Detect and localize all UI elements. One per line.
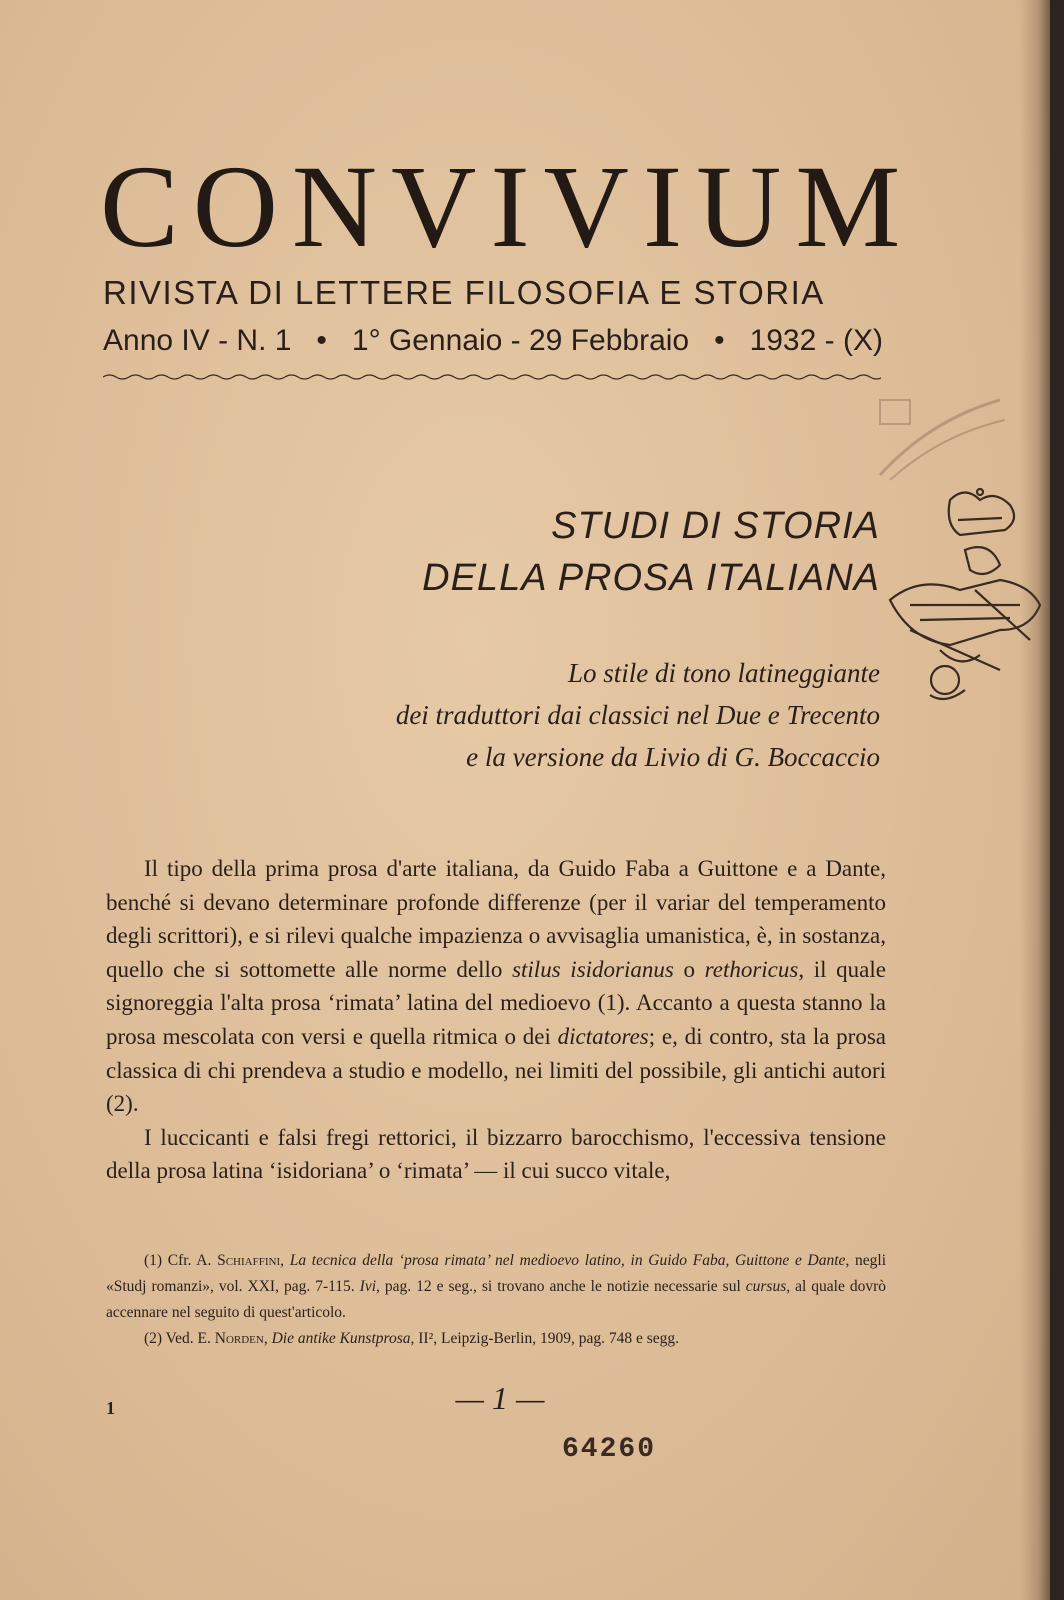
text-run: , al quale dovrò accennare nel seguito di quest'articolo.	[106, 1278, 887, 1321]
paragraph	[106, 852, 886, 1121]
wavy-rule	[103, 372, 881, 382]
issue-year: 1932 - (X)	[749, 324, 883, 357]
issue-line	[103, 324, 883, 358]
italic-title: La tecnica della ‘prosa rimata’ nel medioevo latino, in Guido Faba, Guittone e Dante	[289, 1252, 846, 1269]
text-run: Il tipo della prima prosa d'arte italiana, da Guido Faba a Guittone e a Dante, benché si devano determinare profonde differenze (per il variar del temperamento degli scrittori), e si rilevi qualche impazienza o avvisaglia umanistica, è, in sostanza, quello che si sottomette alle norme dello	[106, 856, 886, 982]
footnotes	[106, 1248, 886, 1352]
page-edge-shadow	[1020, 0, 1050, 1600]
paragraph: I luccicanti e falsi fregi rettorici, il bizzarro barocchismo, l'eccessiva tensione della prosa latina ‘isidoriana’ o ‘rimata’ — il cui succo vitale,	[106, 1124, 886, 1184]
text-run: ; e, di contro, sta la prosa classica di chi prendeva a studio e modello, nei limiti del possibile, gli antichi autori (2).	[106, 1023, 886, 1117]
faint-date-stamp-icon	[870, 380, 1010, 490]
footnote	[106, 1326, 886, 1352]
italic-term: Ivi	[359, 1278, 377, 1295]
italic-term: stilus isidorianus	[512, 956, 674, 982]
article-subtitle	[396, 652, 880, 778]
text-run: ,	[280, 1252, 290, 1269]
journal-subtitle: RIVISTA DI LETTERE FILOSOFIA E STORIA	[103, 274, 825, 311]
italic-term: dictatores	[557, 1023, 649, 1049]
article-title-line: STUDI DI STORIA	[551, 505, 880, 547]
author-name: Norden	[214, 1330, 264, 1347]
bullet-separator: •	[714, 324, 725, 357]
article-title	[422, 500, 880, 604]
text-run: , negli «Studj romanzi», vol. XXI, pag. 7-115.	[106, 1252, 887, 1295]
italic-term: rethoricus	[704, 956, 799, 982]
text-run: ,	[263, 1330, 272, 1347]
article-subtitle-line: Lo stile di tono latineggiante	[568, 658, 880, 688]
body-text	[106, 852, 886, 1188]
text-run: , II², Leipzig-Berlin, 1909, pag. 748 e segg.	[410, 1330, 680, 1347]
inventory-number: 64260	[562, 1434, 657, 1465]
text-run: (2) Ved. E.	[144, 1330, 215, 1347]
bullet-separator: •	[316, 324, 327, 357]
journal-title: CONVIVIUM	[100, 141, 915, 272]
text-run: , il quale signoreggia l'alta prosa ‘rimata’ latina del medioevo (1). Accanto a questa stanno la prosa mescolata con versi e quella ritmica o dei	[106, 956, 886, 1049]
italic-term: cursus	[745, 1278, 787, 1295]
italic-title: Die antike Kunstprosa	[271, 1330, 411, 1347]
article-subtitle-line: e la versione da Livio di G. Boccaccio	[466, 742, 880, 772]
issue-volume: Anno IV - N. 1	[103, 324, 292, 357]
article-subtitle-line: dei traduttori dai classici nel Due e Trecento	[395, 700, 880, 730]
text-run: o	[673, 956, 705, 982]
author-name: Schiaffini	[217, 1252, 281, 1269]
text-run: , pag. 12 e seg., si trovano anche le notizie necessarie sul	[376, 1278, 746, 1295]
text-run: (1) Cfr. A.	[144, 1252, 218, 1269]
issue-dates: 1° Gennaio - 29 Febbraio	[351, 324, 690, 357]
footnote	[106, 1248, 886, 1326]
article-title-line: DELLA PROSA ITALIANA	[422, 557, 880, 599]
page-number: 1	[106, 1398, 115, 1418]
folio-number: — 1 —	[455, 1380, 545, 1416]
